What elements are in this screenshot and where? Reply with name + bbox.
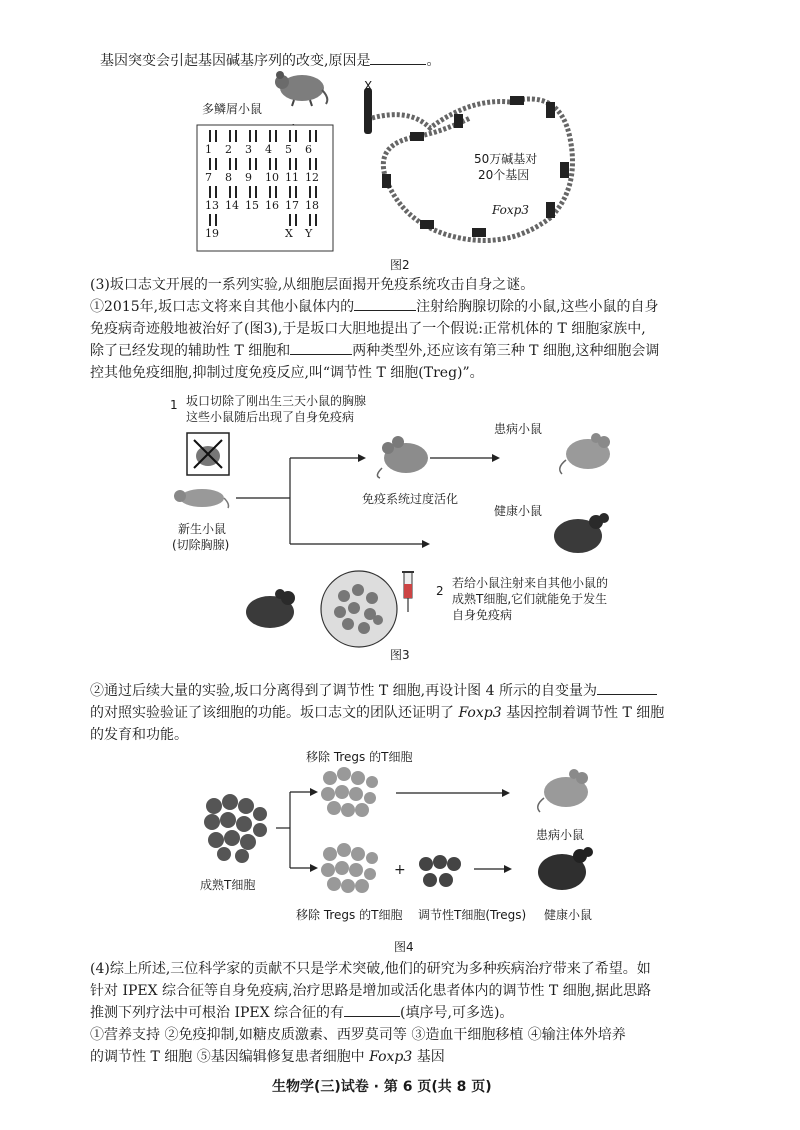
q3-p1-line1	[90, 296, 659, 318]
x-chromosome-label: X	[364, 79, 373, 93]
plus-sign: +	[394, 862, 406, 878]
mouse-illustration-fig2	[270, 68, 330, 108]
q3-p1-line4: 控其他免疫细胞,抑制过度免疫反应,叫“调节性 T 细胞(Treg)”。	[90, 365, 484, 381]
chromosome-17	[289, 186, 297, 198]
chromosome-18	[309, 186, 317, 198]
chromosome-X	[289, 214, 297, 226]
q3-p1-e: 两种类型外,还应该有第三种 T 细胞,这种细胞会调	[352, 343, 660, 359]
dna-size-label: 50万碱基对	[474, 152, 538, 166]
q4-l3-b: (填序号,可多选)。	[400, 1005, 514, 1021]
chromosome-number: 16	[265, 199, 279, 212]
newborn-label-1: 新生小鼠	[178, 522, 227, 536]
q3-intro: (3)坂口志文开展的一系列实验,从细胞层面揭开免疫系统攻击自身之谜。	[90, 277, 535, 293]
step2-line1: 若给小鼠注射来自其他小鼠的	[452, 576, 609, 590]
q4-l5-a: 的调节性 T 细胞 ⑤基因编辑修复患者细胞中	[90, 1049, 365, 1065]
chromosome-number: 18	[305, 199, 319, 212]
fig4-sick-mouse-icon	[534, 764, 598, 814]
removed-treg-cluster-top	[318, 766, 382, 822]
fig3-healthy-label: 健康小鼠	[494, 504, 543, 518]
chromosome-7	[209, 158, 217, 170]
chromosome-number: 8	[225, 171, 232, 184]
foxp3-label: Foxp3	[492, 203, 529, 217]
chromosome-5	[289, 130, 297, 142]
treg-cluster	[416, 852, 466, 892]
chromosome-number: X	[285, 227, 293, 240]
chromosome-15	[249, 186, 257, 198]
chromosome-14	[229, 186, 237, 198]
fig4-healthy-mouse-icon	[530, 842, 598, 896]
thymus-removed-icon	[186, 432, 230, 476]
q-intro-text: 基因突变会引起基因碱基序列的改变,原因是	[100, 53, 371, 69]
figure-3-caption: 图3	[390, 648, 410, 662]
q3-p1-a: ①2015年,坂口志文将来自其他小鼠体内的	[90, 299, 355, 315]
t-cell-culture-circle	[318, 568, 400, 650]
treg-label: 调节性T细胞(Tregs)	[418, 908, 527, 922]
dna-strand-diagram	[350, 78, 590, 258]
chromosome-10	[269, 158, 277, 170]
step2-line3: 自身免疫病	[452, 608, 513, 622]
q3-p2-line3: 的发育和功能。	[90, 727, 188, 743]
chromosome-Y	[309, 214, 317, 226]
q4-line2: 针对 IPEX 综合征等自身免疫病,治疗思路是增加或活化患者体内的调节性 T 细胞,据此思路	[90, 983, 652, 999]
q4-line3	[90, 1002, 513, 1024]
chromosome-number: Y	[305, 227, 313, 240]
q3-p2-a: ②通过后续大量的实验,坂口分离得到了调节性 T 细胞,再设计图 4 所示的自变量为	[90, 683, 597, 699]
mouse-label: 多鳞屑小鼠	[202, 102, 263, 116]
chromosome-1	[209, 130, 217, 142]
sick-mouse-icon	[556, 428, 620, 476]
q3-p1-line3	[90, 340, 659, 362]
chromosome-number: 12	[305, 171, 319, 184]
fig4-bottom-arrow	[472, 862, 516, 876]
chromosome-19	[209, 214, 217, 226]
answer-blank-donor-cells[interactable]	[354, 296, 416, 311]
fig4-removed-bottom-label: 移除 Tregs 的T细胞	[296, 908, 403, 922]
chromosome-number: 6	[305, 143, 312, 156]
q3-p2-line1	[90, 680, 657, 702]
chromosome-number: 2	[225, 143, 232, 156]
q4-options-line2	[90, 1046, 445, 1068]
step1-line1: 坂口切除了刚出生三天小鼠的胸腺	[186, 394, 367, 408]
syringe-icon	[398, 568, 418, 614]
q3-p1-d: 除了已经发现的辅助性 T 细胞和	[90, 343, 291, 359]
chromosome-number: 19	[205, 227, 219, 240]
mature-t-cell-cluster	[200, 792, 274, 866]
fig4-top-arrow	[394, 786, 514, 800]
q3-p2-b: 的对照实验验证了该细胞的功能。坂口志文的团队还证明了	[90, 705, 454, 721]
chromosome-number: 7	[205, 171, 212, 184]
q3-p2-c: 基因控制着调节性 T 细胞	[506, 705, 665, 721]
chromosome-number: 15	[245, 199, 259, 212]
figure-2-caption: 图2	[390, 258, 410, 272]
step1-line2: 这些小鼠随后出现了自身免疫病	[186, 410, 355, 424]
q3-p1-line2: 免疫病奇迹般地被治好了(图3),于是坂口大胆地提出了一个假说:正常机体的 T 细胞家族中,	[90, 321, 646, 337]
fig4-branch-arrows	[274, 786, 324, 876]
removed-treg-cluster-bottom	[318, 842, 382, 898]
answer-blank-t-cell-type[interactable]	[290, 340, 352, 355]
mouse-overactive-icon	[372, 432, 436, 480]
chromosome-3	[249, 130, 257, 142]
newborn-label-2: (切除胸腺)	[172, 538, 230, 552]
chromosome-number: 9	[245, 171, 252, 184]
chromosome-number: 5	[285, 143, 292, 156]
chromosome-8	[229, 158, 237, 170]
chromosome-11	[289, 158, 297, 170]
step1-number: 1	[170, 398, 178, 412]
chromosome-6	[309, 130, 317, 142]
chromosome-number: 4	[265, 143, 272, 156]
mature-t-cell-label: 成熟T细胞	[200, 878, 256, 892]
chromosome-number: 14	[225, 199, 239, 212]
q4-l3-a: 推测下列疗法中可根治 IPEX 综合征的有	[90, 1005, 345, 1021]
chromosome-9	[249, 158, 257, 170]
chromosome-number: 3	[245, 143, 252, 156]
q4-l5-gene: Foxp3	[369, 1049, 413, 1065]
fig4-removed-top-label: 移除 Tregs 的T细胞	[306, 750, 413, 764]
fig4-healthy-label: 健康小鼠	[544, 908, 593, 922]
answer-blank-independent-variable[interactable]	[597, 680, 657, 695]
chromosome-number: 17	[285, 199, 299, 212]
q-intro-end: 。	[426, 53, 441, 69]
newborn-mouse-icon	[168, 484, 232, 510]
fig4-sick-label: 患病小鼠	[536, 828, 585, 842]
chromosome-12	[309, 158, 317, 170]
step2-line2: 成熟T细胞,它们就能免于发生	[452, 592, 608, 606]
page-footer: 生物学(三)试卷 · 第 6 页(共 8 页)	[272, 1079, 492, 1095]
q3-p2-line2	[90, 702, 664, 724]
q4-l5-b: 基因	[416, 1049, 445, 1065]
step2-number: 2	[436, 584, 444, 598]
q3-p2-gene: Foxp3	[458, 705, 502, 721]
chromosome-16	[269, 186, 277, 198]
chromosome-2	[229, 130, 237, 142]
overactive-label: 免疫系统过度活化	[362, 492, 459, 506]
chromosome-13	[209, 186, 217, 198]
fig3-sick-label: 患病小鼠	[494, 422, 543, 436]
q4-options-line1: ①营养支持 ②免疫抑制,如糖皮质激素、西罗莫司等 ③造血干细胞移植 ④输注体外培养	[90, 1027, 626, 1043]
answer-blank[interactable]	[370, 50, 426, 65]
chromosome-number: 13	[205, 199, 219, 212]
chromosome-4	[269, 130, 277, 142]
gene-count-label: 20个基因	[478, 168, 530, 182]
q3-p1-b: 注射给胸腺切除的小鼠,这些小鼠的自身	[416, 299, 659, 315]
q4-line1: (4)综上所述,三位科学家的贡献不只是学术突破,他们的研究为多种疾病治疗带来了希望。如	[90, 961, 651, 977]
healthy-mouse-icon	[548, 508, 614, 558]
chromosome-number: 11	[285, 171, 299, 184]
chromosome-number: 10	[265, 171, 279, 184]
chromosome-number: 1	[205, 143, 212, 156]
answer-blank-therapies[interactable]	[344, 1002, 400, 1017]
donor-mouse-icon	[238, 586, 302, 632]
figure-4-caption: 图4	[394, 940, 414, 954]
